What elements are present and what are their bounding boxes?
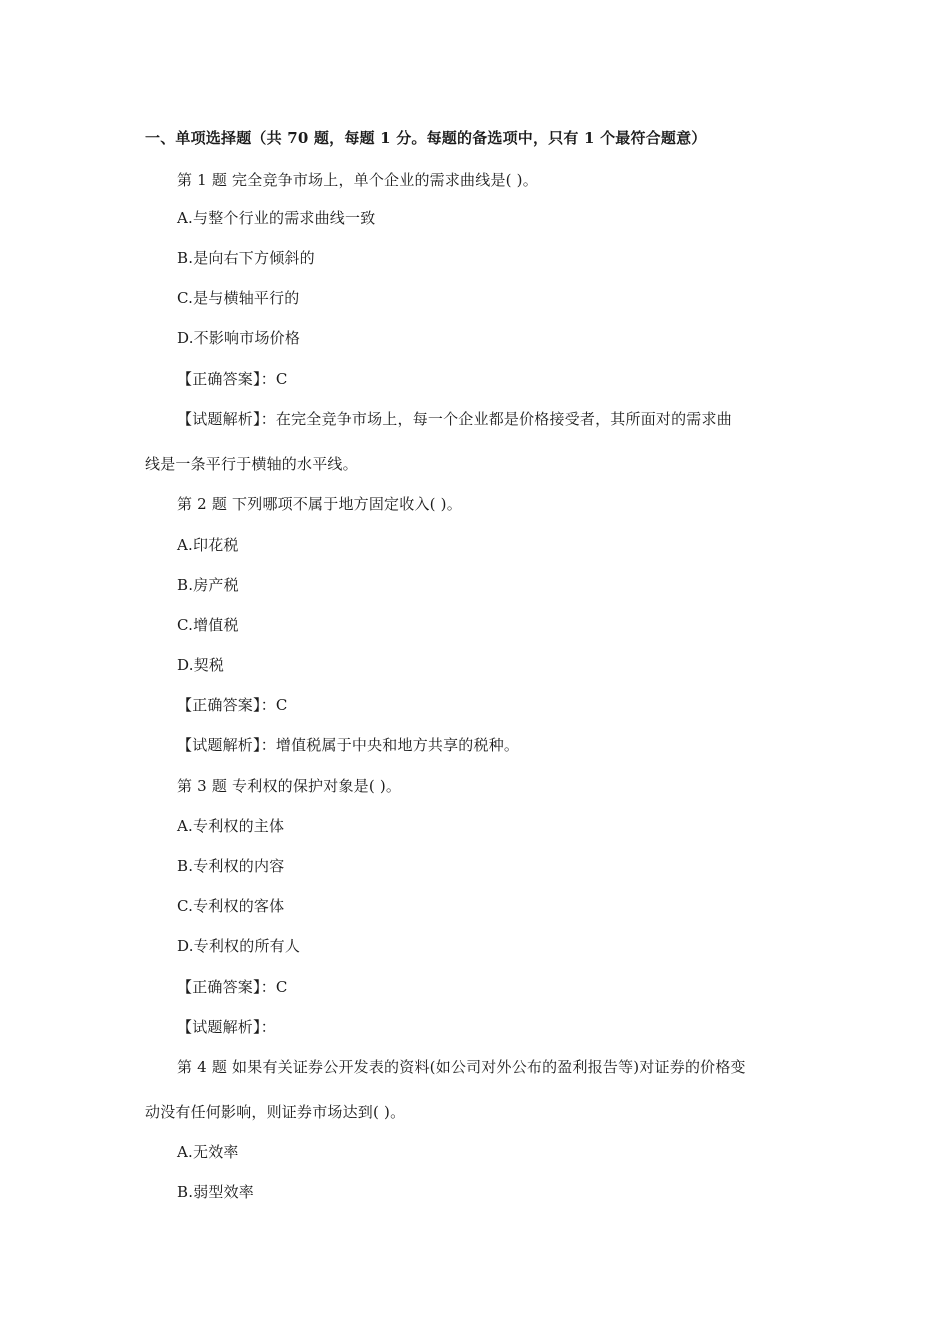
question-2-option-d: D.契税 xyxy=(177,656,225,674)
question-3-answer: 【正确答案】：C xyxy=(177,978,288,996)
question-2-analysis: 【试题解析】：增值税属于中央和地方共享的税种。 xyxy=(177,736,520,754)
question-3-option-b: B.专利权的内容 xyxy=(177,857,285,875)
question-1-analysis: 【试题解析】：在完全竞争市场上，每一个企业都是价格接受者，其所面对的需求曲 xyxy=(177,410,732,428)
question-1-answer: 【正确答案】：C xyxy=(177,370,288,388)
section-title: 一、单项选择题（共 70 题，每题 1 分。每题的备选项中，只有 1 个最符合题意） xyxy=(145,129,707,147)
question-2-answer: 【正确答案】：C xyxy=(177,696,288,714)
question-4-stem-cont: 动没有任何影响，则证券市场达到( )。 xyxy=(145,1103,406,1121)
question-2-stem: 第 2 题 下列哪项不属于地方固定收入( )。 xyxy=(177,495,462,513)
question-1-analysis-cont: 线是一条平行于横轴的水平线。 xyxy=(145,455,358,473)
question-2-option-a: A.印花税 xyxy=(177,536,239,554)
question-1-option-a: A.与整个行业的需求曲线一致 xyxy=(177,209,376,227)
question-1-option-c: C.是与横轴平行的 xyxy=(177,289,300,307)
question-2-option-c: C.增值税 xyxy=(177,616,239,634)
question-4-option-a: A.无效率 xyxy=(177,1143,239,1161)
question-4-option-b: B.弱型效率 xyxy=(177,1183,254,1201)
question-4-stem: 第 4 题 如果有关证券公开发表的资料(如公司对外公布的盈利报告等)对证券的价格变 xyxy=(177,1058,746,1076)
question-1-option-d: D.不影响市场价格 xyxy=(177,329,301,347)
question-3-option-c: C.专利权的客体 xyxy=(177,897,285,915)
question-2-option-b: B.房产税 xyxy=(177,576,239,594)
question-3-option-a: A.专利权的主体 xyxy=(177,817,285,835)
question-3-analysis: 【试题解析】： xyxy=(177,1018,276,1036)
question-1-option-b: B.是向右下方倾斜的 xyxy=(177,249,315,267)
question-1-stem: 第 1 题 完全竞争市场上，单个企业的需求曲线是( )。 xyxy=(177,171,538,189)
question-3-option-d: D.专利权的所有人 xyxy=(177,937,301,955)
question-3-stem: 第 3 题 专利权的保护对象是( )。 xyxy=(177,777,402,795)
